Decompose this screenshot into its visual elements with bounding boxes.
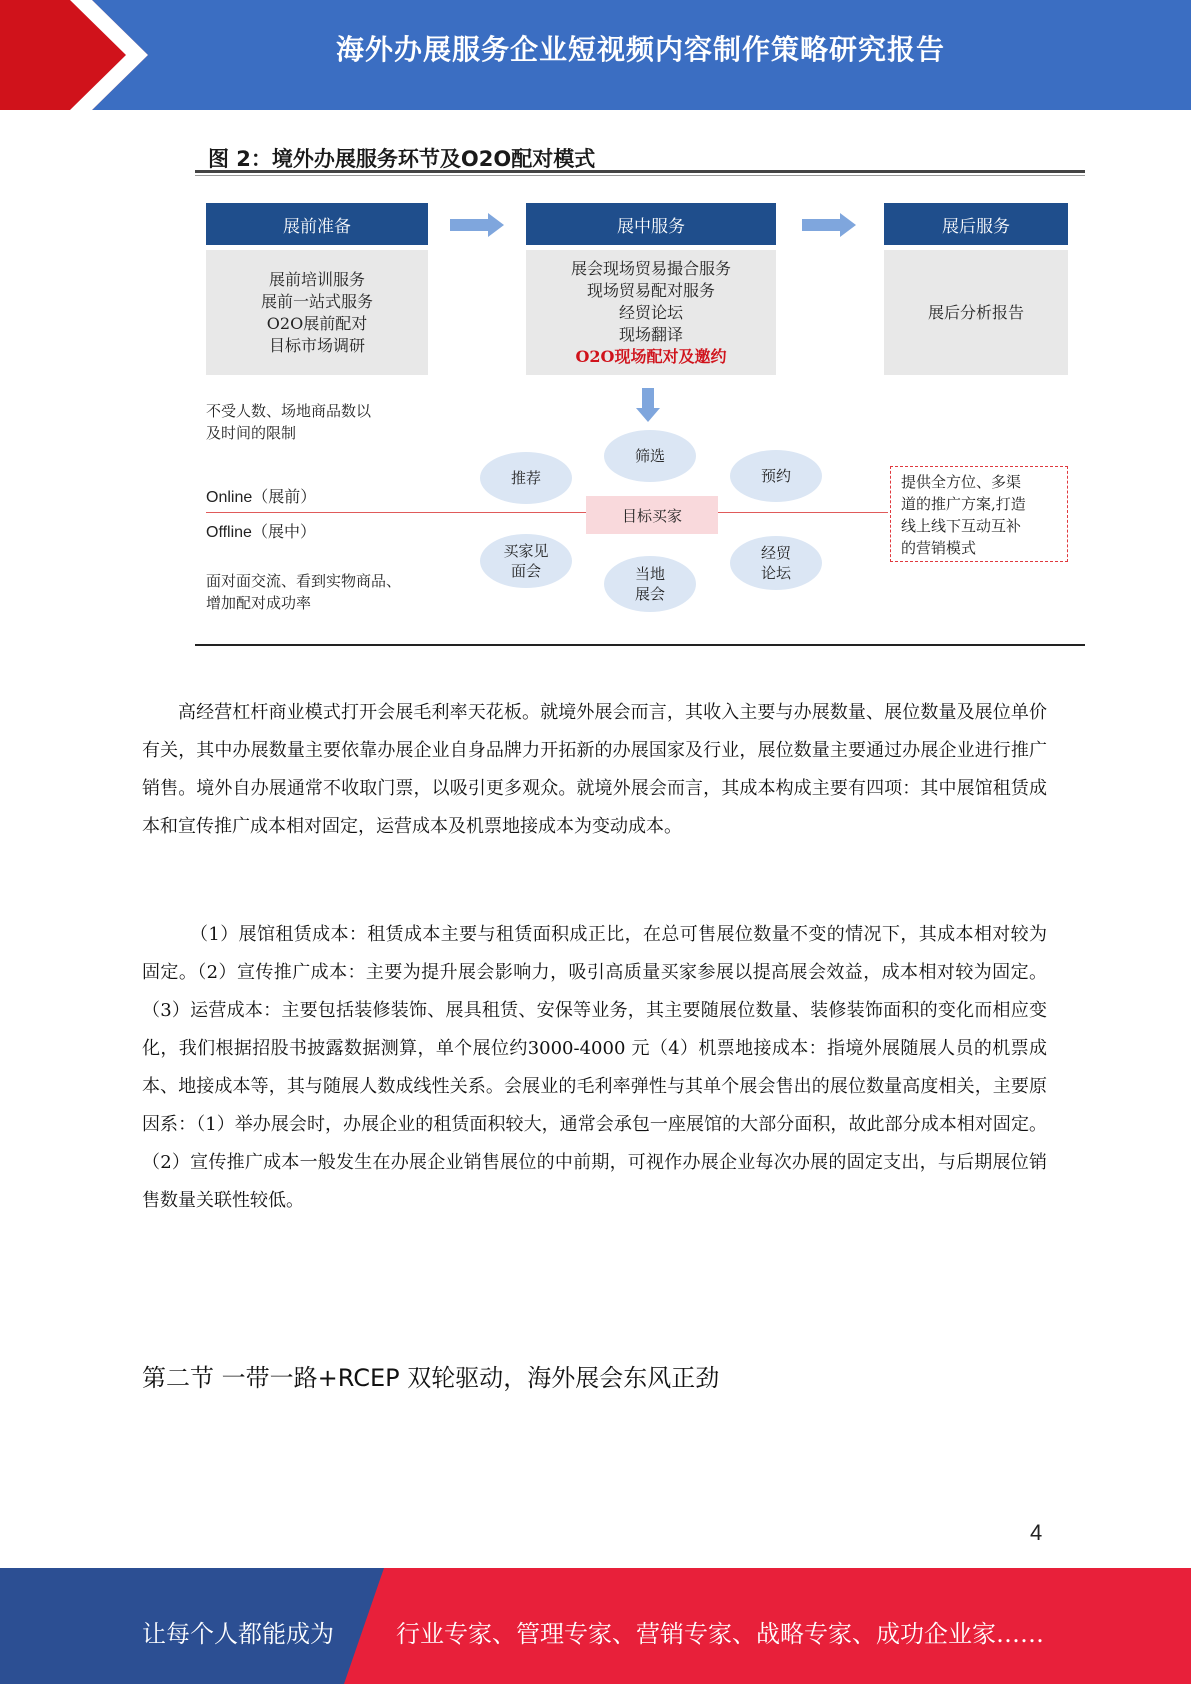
- marketing-note-line: 道的推广方案,打造: [901, 495, 1026, 513]
- stage-post-item: 展后分析报告: [927, 302, 1024, 322]
- ellipse-forum-line: 论坛: [760, 564, 791, 582]
- figure-title: 图 2：境外办展服务环节及O2O配对模式: [208, 147, 596, 171]
- target-buyer-box: 目标买家: [586, 496, 718, 534]
- arrow-down-icon: [636, 388, 660, 422]
- stage-pre-head: 展前准备: [206, 203, 428, 245]
- arrow-right-icon: [802, 213, 858, 237]
- ellipse-forum: [730, 536, 822, 590]
- figure-bottom-rule: [195, 644, 1085, 646]
- offline-note-line: 面对面交流、看到实物商品、: [206, 572, 402, 590]
- ellipse-local-expo: [604, 556, 696, 612]
- ellipse-meet-line: 面会: [510, 562, 541, 580]
- online-offline-divider: [206, 512, 888, 513]
- stage-mid-item: 现场翻译: [618, 324, 683, 344]
- stage-mid-body: [526, 250, 776, 375]
- stage-mid-item: 展会现场贸易撮合服务: [570, 258, 731, 278]
- stage-pre-item: 展前一站式服务: [260, 291, 373, 311]
- page-footer: [0, 1568, 1191, 1684]
- stage-pre-item: 目标市场调研: [268, 335, 365, 355]
- stage-pre-item: 展前培训服务: [268, 269, 365, 289]
- stage-pre-body: [206, 250, 428, 375]
- stage-post-head: 展后服务: [884, 203, 1068, 245]
- offline-note-line: 增加配对成功率: [206, 594, 312, 612]
- marketing-note-line: 提供全方位、多渠: [901, 473, 1022, 491]
- online-note-line: 不受人数、场地商品数以: [206, 402, 372, 420]
- ellipse-appointment: 预约: [730, 450, 822, 502]
- footer-slogan-left: 让每个人都能成为: [142, 1620, 334, 1648]
- ellipse-screen: 筛选: [604, 430, 696, 482]
- stage-pre-item: O2O展前配对: [266, 313, 368, 333]
- stage-mid-item: 现场贸易配对服务: [586, 280, 715, 300]
- online-label: Online（展前）: [206, 489, 317, 506]
- report-title: 海外办展服务企业短视频内容制作策略研究报告: [335, 33, 945, 66]
- section-heading: 第二节 一带一路+RCEP 双轮驱动，海外展会东风正劲: [142, 1364, 720, 1392]
- online-note-line: 及时间的限制: [206, 424, 297, 442]
- ellipse-forum-line: 经贸: [760, 544, 791, 562]
- ellipse-recommend: 推荐: [480, 452, 572, 504]
- arrow-right-icon: [450, 213, 506, 237]
- ellipse-meet-line: 买家见: [503, 542, 549, 560]
- ellipse-local-line: 当地: [634, 565, 665, 583]
- header-red-chevron: [0, 0, 150, 110]
- figure-top-rule: [195, 170, 1085, 173]
- ellipse-meet: [480, 534, 572, 588]
- stage-post-body: [884, 250, 1068, 375]
- page-header: [0, 0, 1191, 110]
- paragraph-cost-structure: （1）展馆租赁成本：租赁成本主要与租赁面积成正比，在总可售展位数量不变的情况下，其成本相对较为固定。（2）宣传推广成本：主要为提升展会影响力，吸引高质量买家参展以提高展会效益，成本相对较为固定。（3）运营成本：主要包括装修装饰、展具租赁、安保等业务，其主要随展位数量、装修装饰面积的变化而相应变化，我们根据招股书披露数据测算，单个展位约3000-4000 元（4）机票地接成本：指境外展随展人员的机票成本、地接成本等，其与随展人数成线性关系。会展业的毛利率弹性与其单个展会售出的展位数量高度相关，主要原因系：（1）举办展会时，办展企业的租赁面积较大，通常会承包一座展馆的大部分面积，故此部分成本相对固定。（2）宣传推广成本一般发生在办展企业销售展位的中前期，可视作办展企业每次办展的固定支出，与后期展位销售数量关联性较低。: [142, 924, 1047, 1211]
- stage-mid-item: 经贸论坛: [618, 302, 683, 322]
- marketing-note-line: 的营销模式: [901, 539, 977, 557]
- figure-top-rule-thin: [195, 175, 1085, 176]
- paragraph-business-model: 高经营杠杆商业模式打开会展毛利率天花板。就境外展会而言，其收入主要与办展数量、展位数量及展位单价有关，其中办展数量主要依靠办展企业自身品牌力开拓新的办展国家及行业，展位数量主要通过办展企业进行推广销售。境外自办展通常不收取门票，以吸引更多观众。就境外展会而言，其成本构成主要有四项：其中展馆租赁成本和宣传推广成本相对固定，运营成本及机票地接成本为变动成本。: [142, 702, 1047, 837]
- marketing-note-line: 线上线下互动互补: [901, 517, 1022, 535]
- ellipse-local-line: 展会: [634, 585, 665, 603]
- footer-slogan-right: 行业专家、管理专家、营销专家、战略专家、成功企业家……: [396, 1620, 1044, 1648]
- page-number: 4: [1030, 1520, 1043, 1545]
- offline-label: Offline（展中）: [206, 524, 316, 541]
- marketing-note-box: [890, 466, 1068, 562]
- stage-mid-highlight: O2O现场配对及邀约: [575, 346, 727, 366]
- offline-note: [206, 570, 401, 614]
- online-note: [206, 400, 371, 444]
- stage-mid-head: 展中服务: [526, 203, 776, 245]
